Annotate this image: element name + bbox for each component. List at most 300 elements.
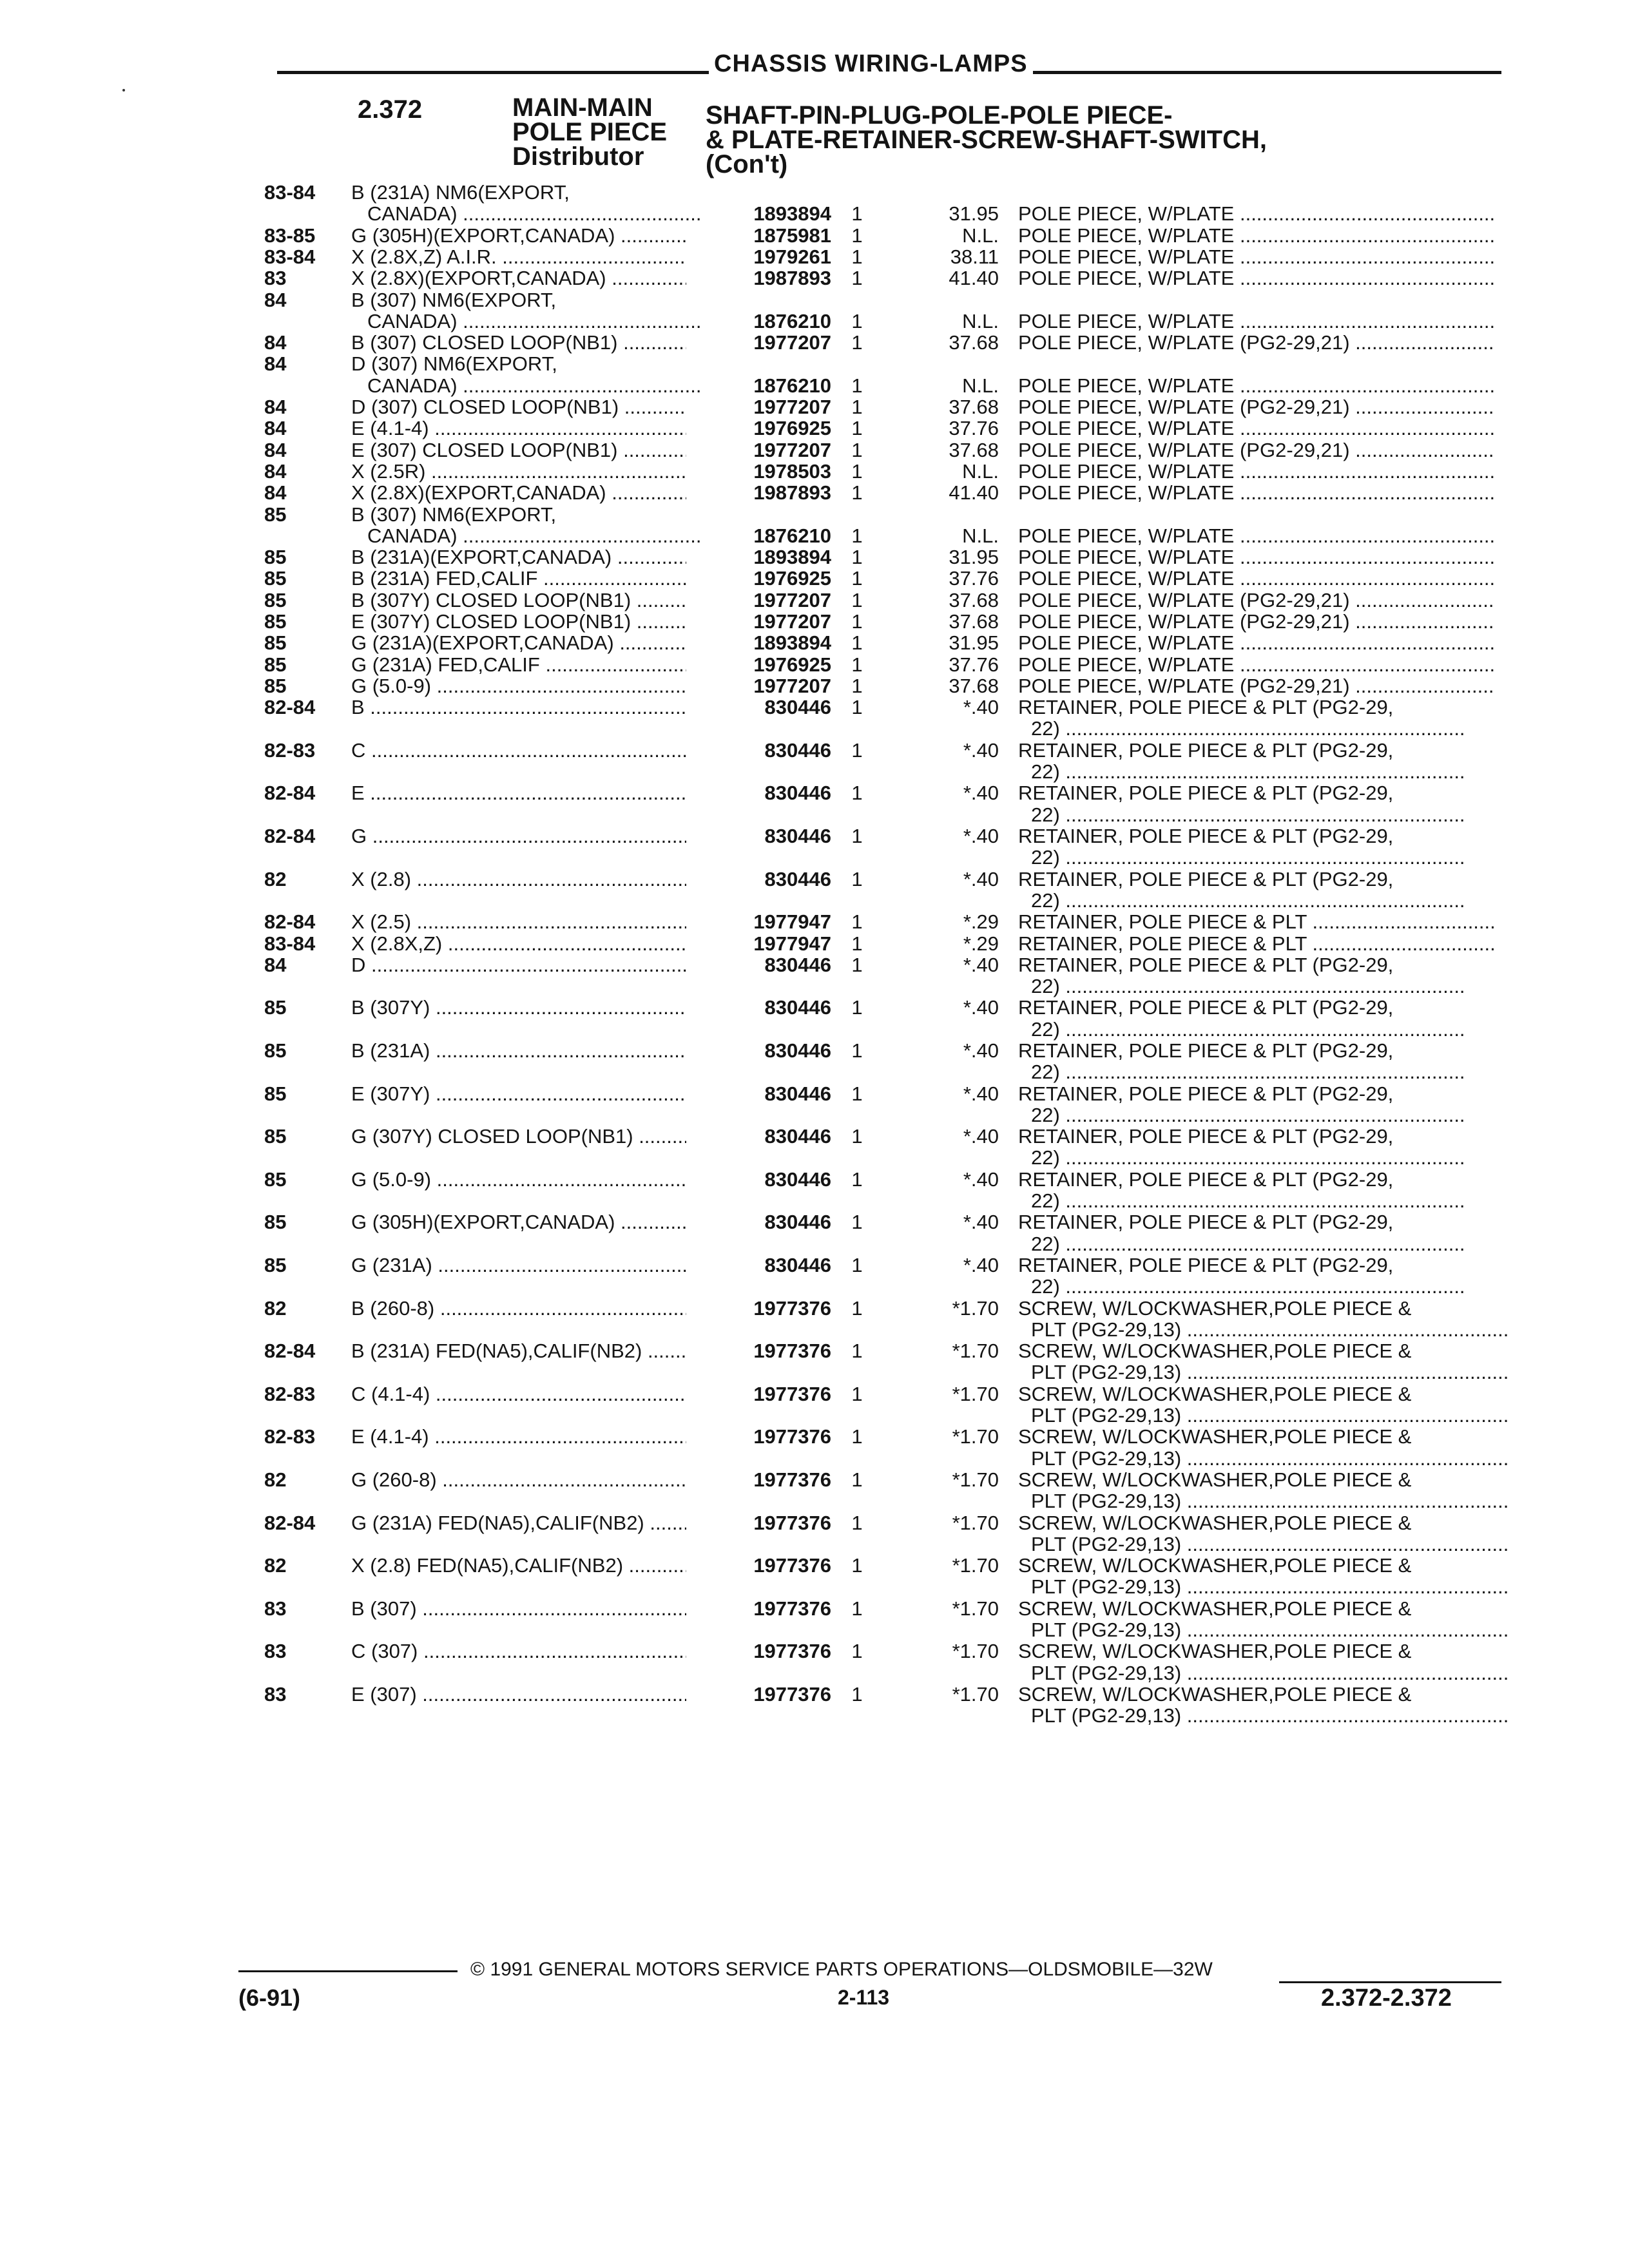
part-number: 830446 — [764, 1254, 831, 1276]
model-year: 84 — [264, 438, 287, 461]
table-row — [0, 1296, 1629, 1340]
part-number: 1976925 — [753, 653, 831, 676]
price: *.40 — [963, 1039, 999, 1062]
part-name: POLE PIECE, W/PLATE (PG2-29,21) ..... — [1018, 674, 1495, 698]
model-year: 83-85 — [264, 224, 316, 247]
model-year: 85 — [264, 653, 287, 676]
part-number: 830446 — [764, 738, 831, 762]
part-name: SCREW, W/LOCKWASHER,POLE PIECE & — [1018, 1468, 1412, 1491]
application-desc: E (307Y) ..... — [351, 1082, 686, 1106]
application-desc: E (307) CLOSED LOOP(NB1) ..... — [351, 438, 686, 462]
price: *.40 — [963, 1125, 999, 1148]
table-row — [0, 459, 1629, 481]
part-name-cont: 22) ..... — [1031, 1232, 1508, 1256]
application-desc: X (2.8X,Z) A.I.R. ..... — [351, 245, 686, 269]
price: *.40 — [963, 996, 999, 1019]
part-name: RETAINER, POLE PIECE & PLT (PG2-29, — [1018, 953, 1394, 976]
price: *1.70 — [952, 1511, 999, 1534]
part-name-cont: PLT (PG2-29,13) ..... — [1031, 1661, 1508, 1685]
quantity: 1 — [851, 1254, 863, 1276]
price: 31.95 — [949, 546, 999, 569]
quantity: 1 — [851, 610, 863, 633]
quantity: 1 — [851, 738, 863, 762]
quantity: 1 — [851, 459, 863, 483]
quantity: 1 — [851, 224, 863, 247]
price: *.40 — [963, 867, 999, 890]
table-row — [0, 1553, 1629, 1597]
model-year: 84 — [264, 331, 287, 354]
quantity: 1 — [851, 567, 863, 590]
model-year: 83 — [264, 1683, 287, 1706]
model-year: 85 — [264, 1168, 287, 1191]
model-year: 82-84 — [264, 910, 316, 934]
price: *1.70 — [952, 1640, 999, 1663]
part-name: SCREW, W/LOCKWASHER,POLE PIECE & — [1018, 1340, 1412, 1363]
part-number: 830446 — [764, 953, 831, 976]
part-name: RETAINER, POLE PIECE & PLT (PG2-29, — [1018, 782, 1394, 805]
part-name: SCREW, W/LOCKWASHER,POLE PIECE & — [1018, 1554, 1412, 1577]
model-year: 82-84 — [264, 782, 316, 805]
price: *1.70 — [952, 1554, 999, 1577]
table-row — [0, 631, 1629, 655]
part-number: 830446 — [764, 1211, 831, 1234]
part-number: 1977376 — [753, 1597, 831, 1620]
model-year: 85 — [264, 546, 287, 569]
table-row — [0, 910, 1629, 934]
part-name-cont: 22) ..... — [1031, 1060, 1508, 1084]
price: N.L. — [962, 374, 999, 397]
application-desc: X (2.8) FED(NA5),CALIF(NB2) ..... — [351, 1553, 686, 1577]
quantity: 1 — [851, 910, 863, 934]
table-row — [0, 995, 1629, 1039]
table-row — [0, 1168, 1629, 1211]
quantity: 1 — [851, 1683, 863, 1706]
part-number: 1978503 — [753, 459, 831, 483]
application-desc: B (231A) FED(NA5),CALIF(NB2) ..... — [351, 1339, 686, 1363]
part-number: 1875981 — [753, 224, 831, 247]
application-desc: B (307) NM6(EXPORT, — [351, 503, 557, 526]
part-number: 1977376 — [753, 1425, 831, 1448]
model-year: 85 — [264, 631, 287, 655]
table-row — [0, 1253, 1629, 1296]
application-desc: B (307) ..... — [351, 1597, 686, 1620]
model-year: 83 — [264, 1640, 287, 1663]
model-year: 85 — [264, 1211, 287, 1234]
model-year: 85 — [264, 1254, 287, 1276]
price: *.40 — [963, 696, 999, 719]
application-desc: G (5.0-9) ..... — [351, 1168, 686, 1191]
quantity: 1 — [851, 546, 863, 569]
price: *.40 — [963, 782, 999, 805]
model-year: 83 — [264, 267, 287, 290]
quantity: 1 — [851, 1125, 863, 1148]
table-row — [0, 867, 1629, 910]
quantity: 1 — [851, 1296, 863, 1320]
part-name: SCREW, W/LOCKWASHER,POLE PIECE & — [1018, 1425, 1412, 1448]
part-number: 830446 — [764, 996, 831, 1019]
table-row — [0, 674, 1629, 695]
application-desc-cont: CANADA) ..... — [367, 202, 702, 226]
model-year: 82-83 — [264, 1425, 316, 1448]
application-desc-cont: CANADA) ..... — [367, 524, 702, 548]
page-title: CHASSIS WIRING-LAMPS — [709, 50, 1033, 78]
part-name-cont: PLT (PG2-29,13) ..... — [1031, 1360, 1508, 1384]
scan-speck — [122, 89, 125, 91]
model-year: 82 — [264, 1554, 287, 1577]
price: 38.11 — [950, 245, 999, 268]
quantity: 1 — [851, 331, 863, 354]
part-name: POLE PIECE, W/PLATE ..... — [1018, 631, 1495, 655]
table-row — [0, 395, 1629, 416]
part-name: POLE PIECE, W/PLATE ..... — [1018, 653, 1495, 677]
quantity: 1 — [851, 996, 863, 1019]
application-desc: B (231A) NM6(EXPORT, — [351, 181, 570, 204]
part-number: 1977376 — [753, 1683, 831, 1706]
price: 37.68 — [949, 588, 999, 611]
part-name: POLE PIECE, W/PLATE (PG2-29,21) ..... — [1018, 331, 1495, 354]
part-number: 830446 — [764, 1168, 831, 1191]
application-desc: G (5.0-9) ..... — [351, 674, 686, 698]
application-desc: E (4.1-4) ..... — [351, 416, 686, 440]
price: *.29 — [963, 932, 999, 955]
price: 37.76 — [949, 417, 999, 440]
model-year: 84 — [264, 352, 287, 376]
application-desc: C ..... — [351, 738, 686, 762]
table-row — [0, 1339, 1629, 1382]
application-desc: B (307) NM6(EXPORT, — [351, 288, 557, 311]
model-year: 83-84 — [264, 245, 316, 268]
part-number: 1893894 — [753, 631, 831, 655]
price: 37.76 — [949, 653, 999, 676]
part-name-cont: PLT (PG2-29,13) ..... — [1031, 1704, 1508, 1727]
price: *1.70 — [952, 1683, 999, 1706]
quantity: 1 — [851, 417, 863, 440]
part-name: RETAINER, POLE PIECE & PLT (PG2-29, — [1018, 1039, 1394, 1062]
part-name: POLE PIECE, W/PLATE ..... — [1018, 224, 1495, 247]
table-row — [0, 288, 1629, 331]
section-heading-left: MAIN-MAIN POLE PIECE Distributor — [512, 93, 668, 171]
application-desc: B (231A) FED,CALIF ..... — [351, 566, 686, 590]
footer-section-range: 2.372-2.372 — [1321, 1984, 1452, 2012]
price: 37.68 — [949, 396, 999, 418]
table-row — [0, 1425, 1629, 1468]
table-row — [0, 352, 1629, 395]
part-number: 1976925 — [753, 417, 831, 440]
part-name-cont: PLT (PG2-29,13) ..... — [1031, 1618, 1508, 1642]
part-name: POLE PIECE, W/PLATE (PG2-29,21) ..... — [1018, 610, 1495, 633]
part-name: SCREW, W/LOCKWASHER,POLE PIECE & — [1018, 1382, 1412, 1405]
model-year: 85 — [264, 1082, 287, 1105]
part-name: RETAINER, POLE PIECE & PLT (PG2-29, — [1018, 825, 1394, 847]
application-desc: B (307Y) CLOSED LOOP(NB1) ..... — [351, 588, 686, 612]
part-number: 1987893 — [753, 267, 831, 290]
quantity: 1 — [851, 588, 863, 611]
table-row — [0, 695, 1629, 738]
model-year: 82-84 — [264, 1340, 316, 1363]
part-name-cont: PLT (PG2-29,13) ..... — [1031, 1403, 1508, 1427]
model-year: 82-84 — [264, 696, 316, 719]
part-number: 830446 — [764, 867, 831, 890]
quantity: 1 — [851, 932, 863, 955]
part-name: RETAINER, POLE PIECE & PLT (PG2-29, — [1018, 996, 1394, 1019]
price: 31.95 — [949, 202, 999, 226]
part-name-cont: 22) ..... — [1031, 1017, 1508, 1041]
part-number: 1876210 — [753, 374, 831, 397]
model-year: 84 — [264, 417, 287, 440]
part-number: 1893894 — [753, 202, 831, 226]
part-name: SCREW, W/LOCKWASHER,POLE PIECE & — [1018, 1296, 1412, 1320]
application-desc: B ..... — [351, 695, 686, 719]
part-name-cont: 22) ..... — [1031, 889, 1508, 912]
application-desc: B (307) CLOSED LOOP(NB1) ..... — [351, 331, 686, 354]
model-year: 85 — [264, 1125, 287, 1148]
model-year: 84 — [264, 396, 287, 418]
application-desc: B (231A)(EXPORT,CANADA) ..... — [351, 545, 686, 569]
model-year: 85 — [264, 588, 287, 611]
part-name-cont: PLT (PG2-29,13) ..... — [1031, 1532, 1508, 1556]
table-row — [0, 1468, 1629, 1511]
quantity: 1 — [851, 696, 863, 719]
part-name-cont: 22) ..... — [1031, 760, 1508, 783]
part-number: 1977207 — [753, 438, 831, 461]
model-year: 83-84 — [264, 932, 316, 955]
part-name: POLE PIECE, W/PLATE ..... — [1018, 374, 1495, 398]
price: 41.40 — [949, 481, 999, 505]
quantity: 1 — [851, 1039, 863, 1062]
model-year: 84 — [264, 459, 287, 483]
application-desc: E (307) ..... — [351, 1682, 686, 1706]
price: *1.70 — [952, 1425, 999, 1448]
part-number: 1987893 — [753, 481, 831, 505]
table-row — [0, 1639, 1629, 1682]
quantity: 1 — [851, 1340, 863, 1363]
quantity: 1 — [851, 438, 863, 461]
application-desc: G (231A)(EXPORT,CANADA) ..... — [351, 631, 686, 655]
quantity: 1 — [851, 1511, 863, 1534]
application-desc: G (231A) FED,CALIF ..... — [351, 653, 686, 677]
model-year: 84 — [264, 953, 287, 976]
part-name: RETAINER, POLE PIECE & PLT (PG2-29, — [1018, 696, 1394, 719]
part-number: 1976925 — [753, 567, 831, 590]
application-desc: C (307) ..... — [351, 1639, 686, 1663]
quantity: 1 — [851, 245, 863, 268]
quantity: 1 — [851, 953, 863, 976]
part-name: POLE PIECE, W/PLATE ..... — [1018, 202, 1495, 226]
table-row — [0, 266, 1629, 290]
price: 37.68 — [949, 674, 999, 697]
price: *1.70 — [952, 1597, 999, 1620]
quantity: 1 — [851, 653, 863, 676]
quantity: 1 — [851, 867, 863, 890]
part-name: POLE PIECE, W/PLATE ..... — [1018, 524, 1495, 548]
model-year: 82-84 — [264, 1511, 316, 1534]
price: *.40 — [963, 738, 999, 762]
part-name-cont: PLT (PG2-29,13) ..... — [1031, 1489, 1508, 1513]
model-year: 82-83 — [264, 738, 316, 762]
section-number: 2.372 — [358, 95, 423, 124]
model-year: 85 — [264, 503, 287, 526]
application-desc: X (2.8X,Z) ..... — [351, 932, 686, 956]
table-row — [0, 953, 1629, 996]
price: *.40 — [963, 1168, 999, 1191]
table-row — [0, 545, 1629, 569]
application-desc: D (307) CLOSED LOOP(NB1) ..... — [351, 395, 686, 419]
part-number: 1977947 — [753, 910, 831, 934]
application-desc: D (307) NM6(EXPORT, — [351, 352, 557, 376]
table-row — [0, 1210, 1629, 1253]
model-year: 83-84 — [264, 181, 316, 204]
price: *1.70 — [952, 1468, 999, 1491]
price: N.L. — [962, 459, 999, 483]
table-row — [0, 245, 1629, 266]
part-number: 1977376 — [753, 1640, 831, 1663]
part-name: POLE PIECE, W/PLATE (PG2-29,21) ..... — [1018, 438, 1495, 462]
part-name-cont: PLT (PG2-29,13) ..... — [1031, 1318, 1508, 1341]
part-number: 1876210 — [753, 309, 831, 332]
part-number: 1876210 — [753, 524, 831, 547]
part-number: 1977376 — [753, 1382, 831, 1405]
part-name-cont: 22) ..... — [1031, 1189, 1508, 1213]
price: 41.40 — [949, 267, 999, 290]
footer-rule-left — [238, 1970, 458, 1972]
application-desc: E ..... — [351, 781, 686, 805]
part-name-cont: PLT (PG2-29,13) ..... — [1031, 1575, 1508, 1599]
quantity: 1 — [851, 674, 863, 697]
part-number: 1979261 — [753, 245, 831, 268]
table-row — [0, 1682, 1629, 1725]
quantity: 1 — [851, 825, 863, 847]
part-number: 1977947 — [753, 932, 831, 955]
part-number: 1977207 — [753, 674, 831, 697]
price: *.40 — [963, 953, 999, 976]
table-row — [0, 481, 1629, 505]
table-row — [0, 224, 1629, 245]
quantity: 1 — [851, 524, 863, 547]
application-desc: X (2.5) ..... — [351, 910, 686, 934]
model-year: 82-83 — [264, 1382, 316, 1405]
part-number: 830446 — [764, 1082, 831, 1105]
part-number: 1977376 — [753, 1511, 831, 1534]
table-row — [0, 1511, 1629, 1554]
part-number: 1977207 — [753, 610, 831, 633]
quantity: 1 — [851, 1211, 863, 1234]
part-name: RETAINER, POLE PIECE & PLT (PG2-29, — [1018, 1211, 1394, 1234]
part-name: POLE PIECE, W/PLATE ..... — [1018, 416, 1495, 440]
part-number: 830446 — [764, 825, 831, 847]
part-name: RETAINER, POLE PIECE & PLT (PG2-29, — [1018, 1168, 1394, 1191]
application-desc: X (2.8X)(EXPORT,CANADA) ..... — [351, 266, 686, 290]
part-name-cont: 22) ..... — [1031, 1146, 1508, 1169]
quantity: 1 — [851, 1425, 863, 1448]
application-desc: G (305H)(EXPORT,CANADA) ..... — [351, 1210, 686, 1234]
price: *.40 — [963, 1082, 999, 1105]
application-desc: B (260-8) ..... — [351, 1296, 686, 1320]
table-row — [0, 932, 1629, 953]
part-number: 830446 — [764, 1039, 831, 1062]
part-name: RETAINER, POLE PIECE & PLT (PG2-29, — [1018, 867, 1394, 890]
section-heading-right: SHAFT-PIN-PLUG-POLE-POLE PIECE- & PLATE-RETAINER-SCREW-SHAFT-SWITCH, (Con't) — [706, 101, 1267, 178]
quantity: 1 — [851, 267, 863, 290]
application-desc-cont: CANADA) ..... — [367, 309, 702, 333]
table-row — [0, 653, 1629, 674]
application-desc: X (2.8) ..... — [351, 867, 686, 891]
footer-copyright: © 1991 GENERAL MOTORS SERVICE PARTS OPERATIONS—OLDSMOBILE—32W — [470, 1959, 1213, 1980]
part-name: POLE PIECE, W/PLATE (PG2-29,21) ..... — [1018, 588, 1495, 612]
price: 37.68 — [949, 438, 999, 461]
part-number: 1893894 — [753, 546, 831, 569]
model-year: 84 — [264, 481, 287, 505]
application-desc: B (307Y) ..... — [351, 995, 686, 1019]
quantity: 1 — [851, 309, 863, 332]
price: *.40 — [963, 1211, 999, 1234]
price: *.29 — [963, 910, 999, 934]
part-number: 830446 — [764, 782, 831, 805]
part-name: SCREW, W/LOCKWASHER,POLE PIECE & — [1018, 1597, 1412, 1620]
model-year: 85 — [264, 1039, 287, 1062]
part-name-cont: 22) ..... — [1031, 974, 1508, 998]
part-name: POLE PIECE, W/PLATE ..... — [1018, 545, 1495, 569]
part-name-cont: 22) ..... — [1031, 803, 1508, 827]
part-name: POLE PIECE, W/PLATE ..... — [1018, 245, 1495, 269]
price: 37.68 — [949, 610, 999, 633]
part-name: RETAINER, POLE PIECE & PLT ..... — [1018, 910, 1495, 934]
application-desc: D ..... — [351, 953, 686, 977]
footer-page-number: 2-113 — [838, 1986, 890, 2009]
part-name: RETAINER, POLE PIECE & PLT (PG2-29, — [1018, 1254, 1394, 1276]
table-row — [0, 588, 1629, 610]
footer-rule-right — [1279, 1981, 1501, 1983]
quantity: 1 — [851, 396, 863, 418]
quantity: 1 — [851, 481, 863, 505]
quantity: 1 — [851, 1640, 863, 1663]
table-row — [0, 610, 1629, 631]
part-name: POLE PIECE, W/PLATE (PG2-29,21) ..... — [1018, 395, 1495, 419]
application-desc: X (2.8X)(EXPORT,CANADA) ..... — [351, 481, 686, 505]
part-name-cont: 22) ..... — [1031, 716, 1508, 740]
quantity: 1 — [851, 1468, 863, 1491]
application-desc: G ..... — [351, 824, 686, 848]
application-desc-cont: CANADA) ..... — [367, 374, 702, 398]
table-row — [0, 1082, 1629, 1125]
table-row — [0, 1039, 1629, 1082]
model-year: 85 — [264, 567, 287, 590]
quantity: 1 — [851, 1082, 863, 1105]
part-name: SCREW, W/LOCKWASHER,POLE PIECE & — [1018, 1511, 1412, 1534]
part-number: 1977207 — [753, 396, 831, 418]
quantity: 1 — [851, 1554, 863, 1577]
quantity: 1 — [851, 782, 863, 805]
part-number: 1977376 — [753, 1554, 831, 1577]
table-row — [0, 738, 1629, 782]
part-name: SCREW, W/LOCKWASHER,POLE PIECE & — [1018, 1683, 1412, 1706]
part-number: 1977207 — [753, 331, 831, 354]
part-number: 830446 — [764, 696, 831, 719]
price: 37.76 — [949, 567, 999, 590]
table-row — [0, 331, 1629, 352]
quantity: 1 — [851, 374, 863, 397]
quantity: 1 — [851, 202, 863, 226]
table-row — [0, 503, 1629, 546]
part-name-cont: 22) ..... — [1031, 1103, 1508, 1127]
application-desc: G (231A) ..... — [351, 1253, 686, 1277]
application-desc: B (231A) ..... — [351, 1039, 686, 1062]
application-desc: G (305H)(EXPORT,CANADA) ..... — [351, 224, 686, 247]
table-row — [0, 180, 1629, 224]
application-desc: E (4.1-4) ..... — [351, 1425, 686, 1448]
price: *1.70 — [952, 1340, 999, 1363]
model-year: 83 — [264, 1597, 287, 1620]
part-name: POLE PIECE, W/PLATE ..... — [1018, 309, 1495, 333]
